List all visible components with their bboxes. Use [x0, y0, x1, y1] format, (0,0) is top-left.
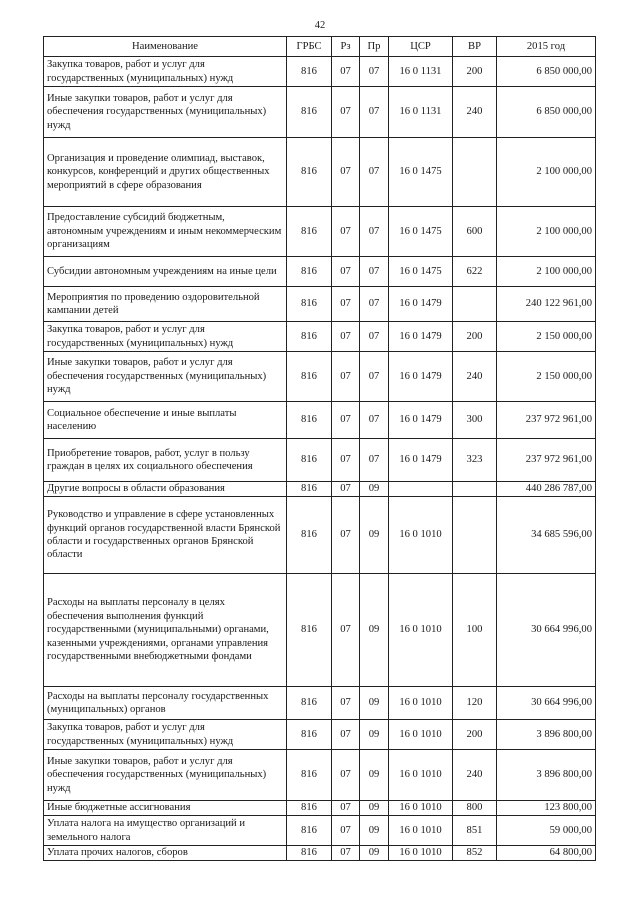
table-row — [44, 402, 596, 439]
row-pr: 09 — [360, 720, 389, 750]
row-amount: 6 850 000,00 — [497, 87, 596, 138]
row-name: Субсидии автономным учреждениям на иные цели — [44, 257, 287, 287]
row-amount: 30 664 996,00 — [497, 687, 596, 720]
table-row — [44, 57, 596, 87]
row-amount: 2 100 000,00 — [497, 138, 596, 207]
row-csr: 16 0 1475 — [389, 138, 453, 207]
row-pr: 09 — [360, 846, 389, 861]
row-vr: 120 — [453, 687, 497, 720]
row-pr: 07 — [360, 257, 389, 287]
row-grbs: 816 — [287, 322, 332, 352]
row-csr: 16 0 1010 — [389, 497, 453, 574]
row-name: Мероприятия по проведению оздоровительной кампании детей — [44, 287, 287, 322]
row-amount: 440 286 787,00 — [497, 482, 596, 497]
row-pr: 09 — [360, 687, 389, 720]
row-csr: 16 0 1475 — [389, 207, 453, 257]
row-rz: 07 — [332, 750, 360, 801]
table-row — [44, 322, 596, 352]
row-name: Организация и проведение олимпиад, выставок, конкурсов, конференций и других общественных мероприятий в сфере образования — [44, 138, 287, 207]
table-row — [44, 352, 596, 402]
row-pr: 07 — [360, 87, 389, 138]
row-name: Другие вопросы в области образования — [44, 482, 287, 497]
row-amount: 59 000,00 — [497, 816, 596, 846]
row-csr: 16 0 1479 — [389, 439, 453, 482]
row-csr: 16 0 1010 — [389, 846, 453, 861]
table-row — [44, 138, 596, 207]
row-rz: 07 — [332, 482, 360, 497]
column-header-name: Наименование — [44, 37, 287, 57]
table-row — [44, 497, 596, 574]
table-row — [44, 574, 596, 687]
row-pr: 09 — [360, 750, 389, 801]
row-pr: 09 — [360, 801, 389, 816]
row-vr — [453, 138, 497, 207]
row-rz: 07 — [332, 574, 360, 687]
row-vr — [453, 287, 497, 322]
row-amount: 6 850 000,00 — [497, 57, 596, 87]
row-amount: 64 800,00 — [497, 846, 596, 861]
row-pr: 07 — [360, 352, 389, 402]
column-header-vr: ВР — [453, 37, 497, 57]
row-pr: 09 — [360, 482, 389, 497]
row-pr: 07 — [360, 402, 389, 439]
table-row — [44, 87, 596, 138]
row-name: Расходы на выплаты персоналу в целях обеспечения выполнения функций государственными (муниципальными) органами, казенными учреждениями, органами управления государственными внебюджетными фондами — [44, 574, 287, 687]
row-vr — [453, 482, 497, 497]
row-csr: 16 0 1010 — [389, 574, 453, 687]
row-rz: 07 — [332, 846, 360, 861]
row-csr: 16 0 1010 — [389, 750, 453, 801]
row-csr: 16 0 1479 — [389, 352, 453, 402]
row-csr: 16 0 1131 — [389, 87, 453, 138]
table-row — [44, 287, 596, 322]
row-grbs: 816 — [287, 846, 332, 861]
row-vr: 200 — [453, 322, 497, 352]
row-amount: 3 896 800,00 — [497, 720, 596, 750]
row-csr: 16 0 1475 — [389, 257, 453, 287]
row-name: Предоставление субсидий бюджетным, автономным учреждениям и иным некоммерческим организациям — [44, 207, 287, 257]
row-name: Уплата прочих налогов, сборов — [44, 846, 287, 861]
row-amount: 2 100 000,00 — [497, 207, 596, 257]
row-vr: 240 — [453, 352, 497, 402]
table-row — [44, 257, 596, 287]
row-vr: 100 — [453, 574, 497, 687]
table-row — [44, 207, 596, 257]
row-pr: 07 — [360, 322, 389, 352]
row-grbs: 816 — [287, 720, 332, 750]
row-amount: 123 800,00 — [497, 801, 596, 816]
row-pr: 07 — [360, 207, 389, 257]
table-header-row — [44, 37, 596, 57]
row-rz: 07 — [332, 816, 360, 846]
column-header-csr: ЦСР — [389, 37, 453, 57]
row-csr: 16 0 1479 — [389, 402, 453, 439]
row-pr: 07 — [360, 287, 389, 322]
table-row — [44, 687, 596, 720]
row-grbs: 816 — [287, 402, 332, 439]
table-row — [44, 482, 596, 497]
row-amount: 237 972 961,00 — [497, 439, 596, 482]
table-row — [44, 846, 596, 861]
row-name: Иные закупки товаров, работ и услуг для обеспечения государственных (муниципальных) нужд — [44, 87, 287, 138]
row-rz: 07 — [332, 287, 360, 322]
row-name: Приобретение товаров, работ, услуг в пользу граждан в целях их социального обеспечения — [44, 439, 287, 482]
row-pr: 09 — [360, 574, 389, 687]
row-name: Социальное обеспечение и иные выплаты населению — [44, 402, 287, 439]
row-pr: 07 — [360, 57, 389, 87]
row-grbs: 816 — [287, 287, 332, 322]
column-header-grbs: ГРБС — [287, 37, 332, 57]
row-rz: 07 — [332, 439, 360, 482]
row-name: Закупка товаров, работ и услуг для государственных (муниципальных) нужд — [44, 322, 287, 352]
row-grbs: 816 — [287, 87, 332, 138]
row-grbs: 816 — [287, 750, 332, 801]
row-name: Иные закупки товаров, работ и услуг для обеспечения государственных (муниципальных) нужд — [44, 352, 287, 402]
row-amount: 237 972 961,00 — [497, 402, 596, 439]
row-csr — [389, 482, 453, 497]
row-vr: 240 — [453, 750, 497, 801]
row-pr: 09 — [360, 497, 389, 574]
row-csr: 16 0 1479 — [389, 287, 453, 322]
page-number: 42 — [314, 20, 326, 31]
row-vr: 800 — [453, 801, 497, 816]
table-row — [44, 720, 596, 750]
row-pr: 09 — [360, 816, 389, 846]
row-rz: 07 — [332, 257, 360, 287]
row-amount: 240 122 961,00 — [497, 287, 596, 322]
row-vr: 240 — [453, 87, 497, 138]
row-grbs: 816 — [287, 687, 332, 720]
budget-table — [43, 36, 596, 861]
row-amount: 3 896 800,00 — [497, 750, 596, 801]
row-vr: 852 — [453, 846, 497, 861]
row-name: Уплата налога на имущество организаций и земельного налога — [44, 816, 287, 846]
row-grbs: 816 — [287, 57, 332, 87]
row-grbs: 816 — [287, 482, 332, 497]
row-vr: 622 — [453, 257, 497, 287]
row-grbs: 816 — [287, 257, 332, 287]
row-grbs: 816 — [287, 816, 332, 846]
row-csr: 16 0 1010 — [389, 801, 453, 816]
column-header-year: 2015 год — [497, 37, 596, 57]
row-amount: 2 100 000,00 — [497, 257, 596, 287]
row-pr: 07 — [360, 138, 389, 207]
row-rz: 07 — [332, 322, 360, 352]
row-rz: 07 — [332, 720, 360, 750]
row-grbs: 816 — [287, 497, 332, 574]
row-name: Закупка товаров, работ и услуг для государственных (муниципальных) нужд — [44, 57, 287, 87]
row-rz: 07 — [332, 138, 360, 207]
row-rz: 07 — [332, 497, 360, 574]
row-rz: 07 — [332, 352, 360, 402]
table-row — [44, 816, 596, 846]
row-csr: 16 0 1479 — [389, 322, 453, 352]
row-amount: 34 685 596,00 — [497, 497, 596, 574]
column-header-rz: Рз — [332, 37, 360, 57]
row-csr: 16 0 1131 — [389, 57, 453, 87]
row-csr: 16 0 1010 — [389, 687, 453, 720]
row-grbs: 816 — [287, 801, 332, 816]
table-row — [44, 750, 596, 801]
column-header-pr: Пр — [360, 37, 389, 57]
row-name: Расходы на выплаты персоналу государственных (муниципальных) органов — [44, 687, 287, 720]
row-csr: 16 0 1010 — [389, 816, 453, 846]
row-pr: 07 — [360, 439, 389, 482]
row-grbs: 816 — [287, 207, 332, 257]
row-rz: 07 — [332, 687, 360, 720]
row-vr: 300 — [453, 402, 497, 439]
row-name: Иные бюджетные ассигнования — [44, 801, 287, 816]
row-vr: 851 — [453, 816, 497, 846]
row-rz: 07 — [332, 207, 360, 257]
table-row — [44, 439, 596, 482]
row-amount: 30 664 996,00 — [497, 574, 596, 687]
row-vr: 323 — [453, 439, 497, 482]
row-rz: 07 — [332, 87, 360, 138]
row-rz: 07 — [332, 57, 360, 87]
row-name: Иные закупки товаров, работ и услуг для обеспечения государственных (муниципальных) нужд — [44, 750, 287, 801]
row-name: Закупка товаров, работ и услуг для государственных (муниципальных) нужд — [44, 720, 287, 750]
row-amount: 2 150 000,00 — [497, 322, 596, 352]
row-grbs: 816 — [287, 574, 332, 687]
row-vr: 200 — [453, 57, 497, 87]
row-amount: 2 150 000,00 — [497, 352, 596, 402]
row-grbs: 816 — [287, 352, 332, 402]
row-rz: 07 — [332, 402, 360, 439]
row-grbs: 816 — [287, 439, 332, 482]
row-csr: 16 0 1010 — [389, 720, 453, 750]
row-grbs: 816 — [287, 138, 332, 207]
row-rz: 07 — [332, 801, 360, 816]
row-vr: 600 — [453, 207, 497, 257]
row-vr: 200 — [453, 720, 497, 750]
table-row — [44, 801, 596, 816]
row-vr — [453, 497, 497, 574]
row-name: Руководство и управление в сфере установленных функций органов государственной власти Брянской области и государственных органов Брянской области — [44, 497, 287, 574]
